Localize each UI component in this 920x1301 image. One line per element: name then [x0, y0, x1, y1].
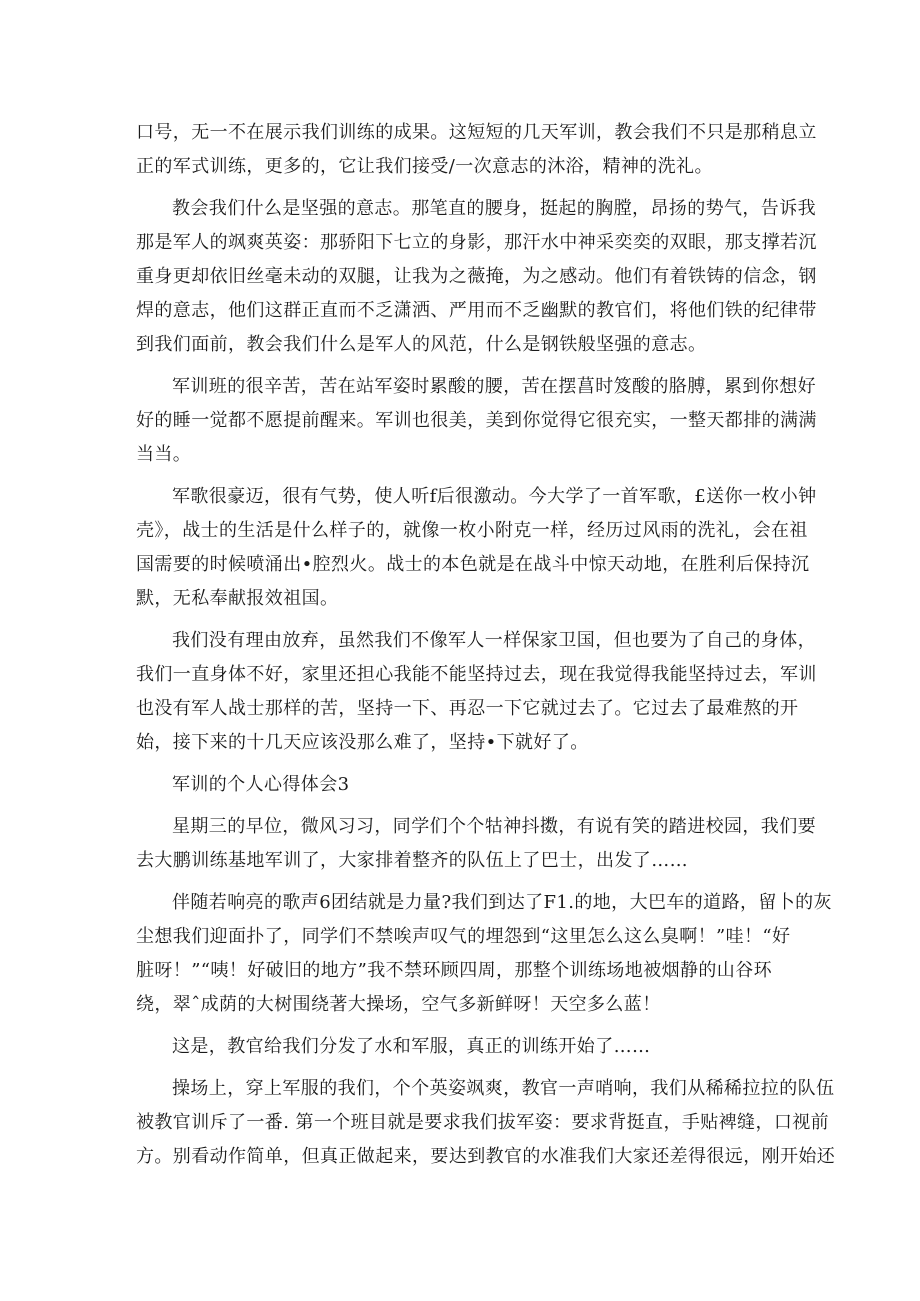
text-line: 正的军式训练，更多的，它让我们接受/一次意志的沐浴，精神的洗礼。 [136, 156, 713, 177]
paragraph-first-line: 军训班的很辛苦，苦在站军姿时累酸的腰，苦在摆菖时笈酸的胳膊，累到你想好 [172, 376, 816, 397]
text-line: 绕，翠ˆ成荫的大树围绕著大操场，空气多新鲜呀！天空多么蓝！ [136, 994, 661, 1015]
text-line: 国需要的时候喷涌出•腔烈火。战士的本色就是在战斗中惊天动地，在胜利后保持沉 [136, 554, 810, 575]
text-line: 始，接下来的十几天应该没那么难了，坚持•下就好了。 [136, 732, 589, 753]
paragraph-first-line: 操场上，穿上军服的我们，个个英姿飒爽，教官一声哨响，我们从稀稀拉拉的队伍 [172, 1078, 835, 1099]
text-line: 焊的意志，他们这群正直而不乏潇洒、严用而不乏幽默的教官们，将他们铁的纪律带 [136, 300, 817, 321]
text-line: 被教官训斥了一番. 第一个班目就是要求我们拔军姿：要求背挺直，手贴裨缝，口视前 [136, 1112, 830, 1133]
text-line: 默，无私奉献报效祖国。 [136, 588, 339, 609]
paragraph-first-line: 军训的个人心得体会3 [172, 774, 350, 795]
text-line: 到我们面前，教会我们什么是军人的风范，什么是钢铁般坚强的意志。 [136, 334, 707, 355]
text-line: 方。别看动作简单，但真正做起来，要达到教官的水准我们大家还差得很远，刚开始还 [136, 1146, 836, 1167]
text-line: 去大鹏训练基地军训了，大家排着整齐的队伍上了巴士，出发了…… [136, 850, 688, 871]
text-line: 壳》，战士的生活是什么样子的，就像一枚小附克一样，经历过风雨的洗礼，会在祖 [136, 520, 808, 541]
text-line: 尘想我们迎面扑了，同学们不禁唉声叹气的埋怨到“这里怎么这么臭啊！”哇！“好 [136, 926, 791, 947]
text-line: 口号，无一不在展示我们训练的成果。这短短的几天军训，教会我们不只是那稍息立 [136, 122, 817, 143]
text-line: 我们一直身体不好，家里还担心我能不能坚持过去，现在我觉得我能坚持过去，军训 [136, 664, 817, 685]
text-line: 当当。 [136, 444, 192, 465]
paragraph-first-line: 教会我们什么是坚强的意志。那笔直的腰身，挺起的胸膛，昂扬的势气，告诉我 [172, 198, 816, 219]
document-body [136, 116, 836, 1174]
text-line: 那是军人的飒爽英姿：那骄阳下七立的身影，那汗水中神采奕奕的双眼，那支撑若沉 [136, 232, 817, 253]
paragraph-first-line: 我们没有理由放弃，虽然我们不像军人一样保家卫国，但也要为了自己的身体， [172, 630, 816, 651]
paragraph-first-line: 这是，教官给我们分发了水和军服，真正的训练开始了…… [172, 1036, 651, 1057]
text-line: 重身更却依旧丝毫未动的双腿，让我为之薇掩，为之感动。他们有着铁铸的信念，钢 [136, 266, 817, 287]
paragraph-first-line: 伴随若响亮的歌声6团结就是力量?我们到达了F1.的地，大巴车的道路，留卜的灰 [172, 892, 832, 913]
text-line: 好的睡一觉都不愿提前醒来。军训也很美，美到你觉得它很充实，一整天都排的满满 [136, 410, 817, 431]
paragraph-first-line: 星期三的早位，微风习习，同学们个个牯神抖擞，有说有笑的踏进校园，我们要 [172, 816, 816, 837]
text-line: 脏呀！”“咦！好破旧的地方”我不禁环顾四周，那整个训练场地被烟静的山谷环 [136, 960, 773, 981]
text-line: 也没有军人战士那样的苦，坚持一下、再忍一下它就过去了。它过去了最难熬的开 [136, 698, 799, 719]
paragraph-first-line: 军歌很豪迈，很有气势，使人听f后很激动。今大学了一首军歌，£送你一枚小钟 [172, 486, 817, 507]
